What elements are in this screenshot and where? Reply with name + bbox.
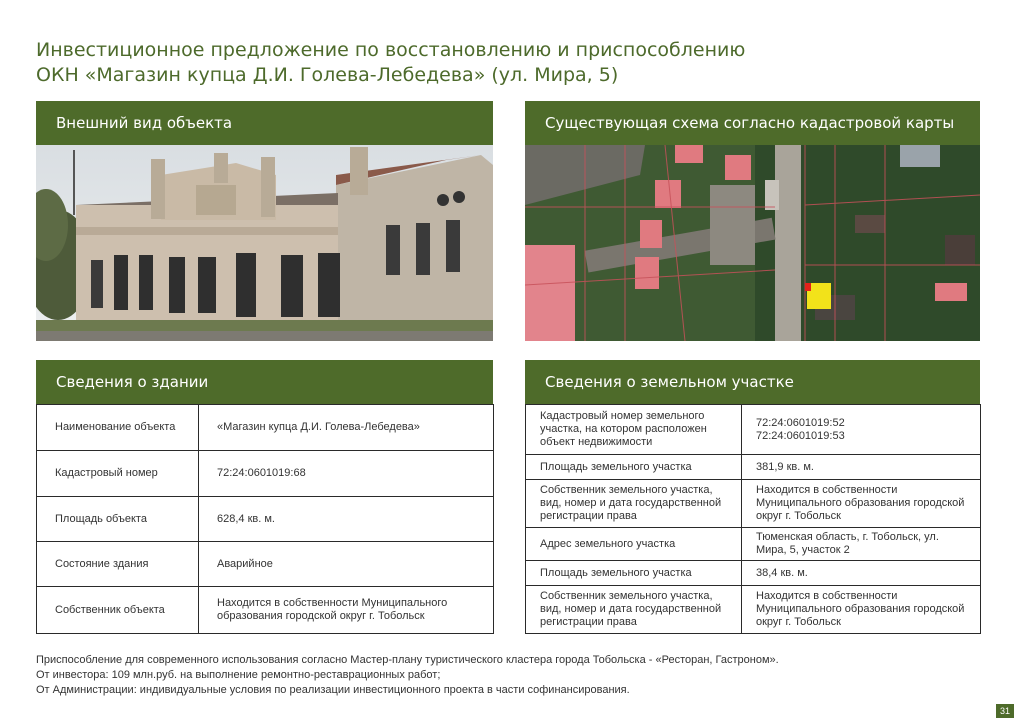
cadastral-map-image: [525, 145, 980, 341]
table-row: [526, 405, 981, 455]
building-label-cadastral: Кадастровый номер: [37, 451, 199, 497]
building-value-area: 628,4 кв. м.: [199, 497, 494, 542]
page-title: [36, 38, 836, 88]
land-info-header: Сведения о земельном участке: [525, 360, 980, 404]
building-label-condition: Состояние здания: [37, 542, 199, 587]
page-title-line-2: ОКН «Магазин купца Д.И. Голева-Лебедева» (ул. Мира, 5): [36, 64, 619, 86]
land-value-address: Тюменская область, г. Тобольск, ул. Мира, 5, участок 2: [742, 528, 981, 561]
table-row: [526, 528, 981, 561]
building-label-name: Наименование объекта: [37, 405, 199, 451]
building-photo: [36, 145, 493, 341]
table-row: [37, 497, 494, 542]
table-row: [526, 561, 981, 586]
page-title-line-1: Инвестиционное предложение по восстановлению и приспособлению: [36, 39, 746, 61]
table-row: [37, 451, 494, 497]
building-value-owner: Находится в собственности Муниципального образования городской округ г. Тобольск: [199, 587, 494, 634]
land-value-owner-2: Находится в собственности Муниципального образования городской округ г. Тобольск: [742, 586, 981, 634]
building-label-area: Площадь объекта: [37, 497, 199, 542]
building-value-name: «Магазин купца Д.И. Голева-Лебедева»: [199, 405, 494, 451]
land-label-area-2: Площадь земельного участка: [526, 561, 742, 586]
building-value-cadastral: 72:24:0601019:68: [199, 451, 494, 497]
note-administration: От Администрации: индивидуальные условия по реализации инвестиционного проекта в части софинансирования.: [36, 684, 630, 696]
land-value-area-2: 38,4 кв. м.: [742, 561, 981, 586]
land-label-cadastral: Кадастровый номер земельного участка, на котором расположен объект недвижимости: [526, 405, 742, 455]
land-label-area: Площадь земельного участка: [526, 455, 742, 480]
land-label-owner: Собственник земельного участка, вид, номер и дата государственной регистрации права: [526, 480, 742, 528]
page-number: 31: [996, 704, 1014, 718]
building-value-condition: Аварийное: [199, 542, 494, 587]
land-value-owner: Находится в собственности Муниципального образования городской округ г. Тобольск: [742, 480, 981, 528]
land-label-owner-2: Собственник земельного участка, вид, номер и дата государственной регистрации права: [526, 586, 742, 634]
table-row: [526, 480, 981, 528]
notes: [36, 653, 966, 698]
table-row: [37, 587, 494, 634]
table-row: [37, 405, 494, 451]
note-purpose: Приспособление для современного использования согласно Мастер-плану туристического кластера города Тобольска - «Ресторан, Гастроном».: [36, 654, 779, 666]
note-investor: От инвестора: 109 млн.руб. на выполнение ремонтно-реставрационных работ;: [36, 669, 441, 681]
exterior-header: Внешний вид объекта: [36, 101, 493, 145]
land-value-cadastral: 72:24:0601019:52 72:24:0601019:53: [742, 405, 981, 455]
table-row: [526, 455, 981, 480]
table-row: [37, 542, 494, 587]
building-label-owner: Собственник объекта: [37, 587, 199, 634]
table-row: [526, 586, 981, 634]
land-value-area: 381,9 кв. м.: [742, 455, 981, 480]
land-info-table: [525, 404, 981, 634]
land-label-address: Адрес земельного участка: [526, 528, 742, 561]
building-info-table: [36, 404, 494, 634]
cadastral-map-header: Существующая схема согласно кадастровой карты: [525, 101, 980, 145]
building-info-header: Сведения о здании: [36, 360, 493, 404]
